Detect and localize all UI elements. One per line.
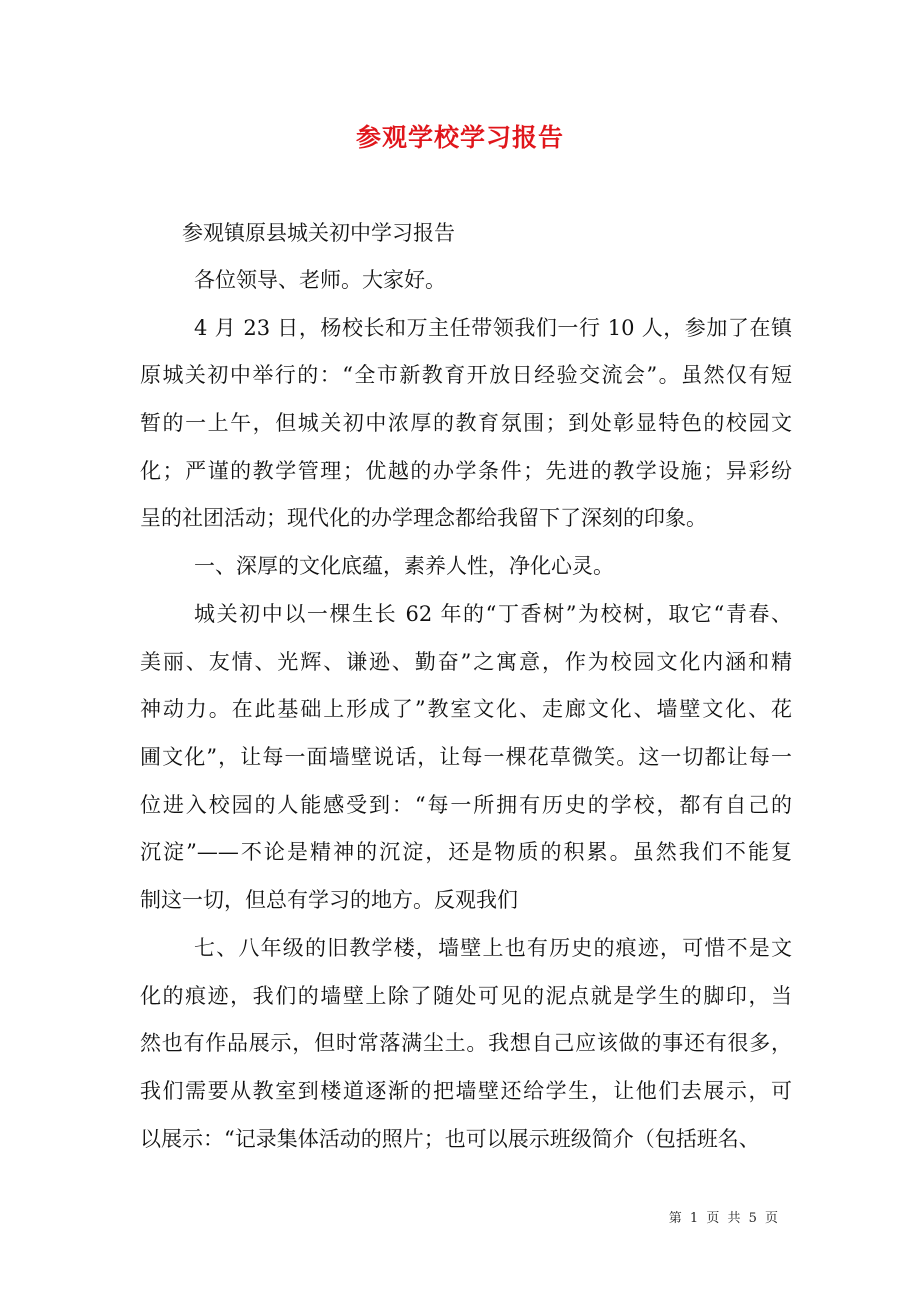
paragraph-line: 暂的一上午，但城关初中浓厚的教育氛围；到处彰显特色的校园文 [140, 411, 792, 435]
paragraph-line: 以展示：“记录集体活动的照片；也可以展示班级简介（包括班名、 [140, 1127, 760, 1151]
paragraph-line: 各位领导、老师。大家好。 [194, 268, 446, 292]
paragraph-line: 位进入校园的人能感受到：“每一所拥有历史的学校，都有自己的 [140, 793, 792, 817]
paragraph-line: 沉淀”——不论是精神的沉淀，还是物质的积累。虽然我们不能复 [140, 840, 792, 864]
paragraph-line: 原城关初中举行的：“全市新教育开放日经验交流会”。虽然仅有短 [140, 363, 792, 387]
paragraph-line: 4 月 23 日，杨校长和万主任带领我们一行 10 人，参加了在镇 [194, 316, 792, 340]
paragraph-line: 呈的社团活动；现代化的办学理念都给我留下了深刻的印象。 [140, 506, 707, 530]
paragraph-line: 城关初中以一棵生长 62 年的“丁香树”为校树，取它“青春、 [194, 602, 792, 626]
paragraph-line: 制这一切，但总有学习的地方。反观我们 [140, 888, 518, 912]
paragraph-line: 然也有作品展示，但时常落满尘土。我想自己应该做的事还有很多， [140, 1031, 792, 1055]
document-subtitle: 参观镇原县城关初中学习报告 [182, 221, 455, 245]
paragraph-line: 美丽、友情、光辉、谦逊、勤奋”之寓意，作为校园文化内涵和精 [140, 650, 792, 674]
paragraph-line: 神动力。在此基础上形成了”教室文化、走廊文化、墙壁文化、花 [140, 697, 792, 721]
paragraph-line: 化；严谨的教学管理；优越的办学条件；先进的教学设施；异彩纷 [140, 459, 792, 483]
paragraph-line: 圃文化”，让每一面墙壁说话，让每一棵花草微笑。这一切都让每一 [140, 745, 792, 769]
paragraph-line: 我们需要从教室到楼道逐渐的把墙壁还给学生，让他们去展示，可 [140, 1079, 792, 1103]
document-title: 参观学校学习报告 [355, 123, 564, 152]
paragraph-line: 化的痕迹，我们的墙壁上除了随处可见的泥点就是学生的脚印，当 [140, 984, 792, 1008]
paragraph-line: 七、八年级的旧教学楼，墙壁上也有历史的痕迹，可惜不是文 [194, 936, 792, 960]
paragraph-line: 一、深厚的文化底蕴，素养人性，净化心灵。 [194, 554, 614, 578]
page-number-footer: 第 1 页 共 5 页 [668, 1211, 780, 1226]
